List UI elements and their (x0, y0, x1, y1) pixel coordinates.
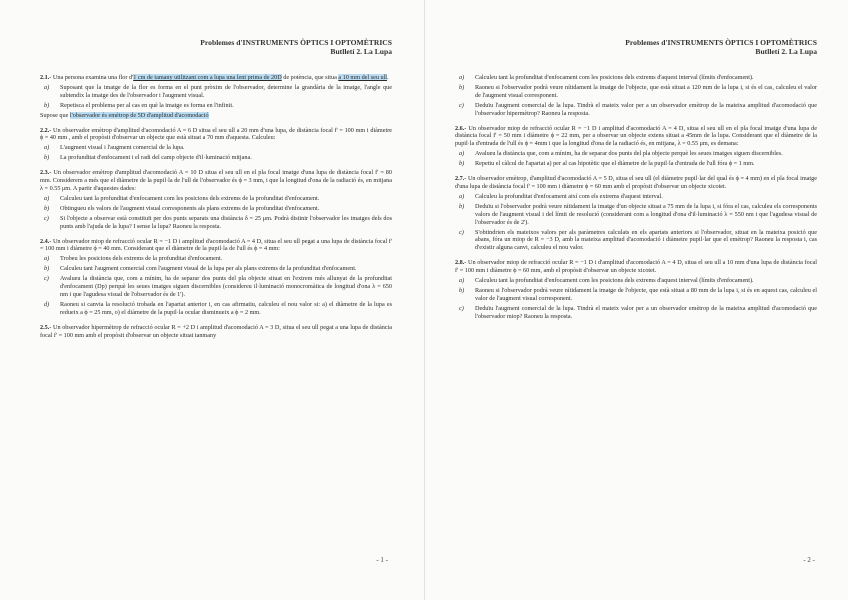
problem-item (455, 203, 817, 227)
item-label: b) (44, 154, 50, 162)
problem-number: 2.3.- (40, 169, 52, 177)
problem-item (455, 305, 817, 321)
page-header (455, 38, 817, 56)
problem-statement (40, 74, 392, 82)
item-list (455, 150, 817, 168)
highlighted-text: 1 cm de tamany utilitzant com a lupa una lent prima de 20D (133, 74, 282, 81)
item-list (455, 193, 817, 252)
item-label: b) (44, 101, 50, 109)
item-text: Calculeu tant la profunditat d'enfocament com les posicions dels extrems d'aquest interval (límits d'enfocament). (475, 74, 754, 81)
item-list (40, 255, 392, 316)
item-text: Calculeu tant l'augment comercial com l'augment visual de la lupa per als plans extrems de la profunditat d'enfocament. (60, 265, 357, 273)
item-text: Raoneu si canvia la resolució trobada en l'apartat anterior i, en cas afirmatiu, calculeu el nou valor si: a) el diàmetre de la lupa es redueix a ϕ = 25 mm, o) el diàmetre de la pupil·la ocular disminueix a ϕ = 2 mm. (60, 300, 392, 316)
item-label: c) (459, 228, 464, 236)
item-label: a) (459, 192, 465, 200)
problem-number: 2.5.- (40, 323, 52, 331)
text-run: Un observador hipermètrop de refracció ocular R = +2 D i amplitud d'acomodació A = 3 D, situa el seu ull pegat a una lupa de distància focal f' = 100 mm amb el propòsit d'observar un objecte situat tanmany (40, 323, 392, 339)
problem-item (40, 215, 392, 231)
item-label: a) (459, 74, 465, 81)
problem-number: 2.1.- (40, 74, 52, 81)
item-text: S'obtindrien els mateixos valors per als paràmetres calculats en els apartats anteriors si l'observador, situat en la mateixa posició que abans, fóra un miop de R = −3 D, amb la mateixa amplitud d'acomodació i diàmetre pupil·lar que el emètrop? Raoneu la resposta i, cas d'existir alguna canvi, calculeu el nou valor. (475, 228, 817, 252)
header-subtitle: Butlletí 2. La Lupa (755, 47, 817, 56)
item-text: Si l'objecte a observar està constituït per dos punts separats una distància δ = 25 μm. Podrà distinir l'observador les imatges dels dos punts amb l'ajuda de la lupa? I sense la lupa? Raoneu la resposta. (60, 214, 392, 230)
item-label: b) (459, 202, 465, 210)
text-run: . (387, 74, 389, 81)
page-right-content (455, 38, 817, 328)
item-list (40, 144, 392, 162)
problem-24 (40, 238, 392, 317)
item-text: Trobeu les posicions dels extrems de la profunditat d'enfocament. (60, 255, 223, 263)
problem-item (40, 102, 392, 110)
problem-item (40, 255, 392, 263)
problem-number: 2.7.- (455, 175, 467, 183)
problem-item (40, 205, 392, 213)
problem-25 (40, 324, 392, 340)
item-label: a) (44, 194, 50, 202)
problem-item (455, 193, 817, 201)
problem-item (455, 102, 817, 118)
problem-21 (40, 74, 392, 120)
item-label: a) (44, 255, 50, 263)
item-label: a) (44, 144, 50, 152)
problem-item (40, 275, 392, 299)
problem-number: 2.2.- (40, 126, 52, 134)
item-label: c) (459, 101, 464, 109)
item-text: Deduïu l'augment comercial de la lupa. Tindrà el mateix valor per a un observador emètrop de la mateixa amplitud d'acomodació que l'observador miop? Raoneu la resposta. (475, 304, 817, 320)
problem-item (455, 287, 817, 303)
item-text: La profunditat d'enfocament i el radi del camp objecte d'il·luminació mitjana. (60, 154, 252, 162)
problem-item (455, 277, 817, 285)
item-text: Deduïu si l'observador podrà veure nítidament la imatge d'un objecte situat a 75 mm de la lupa i, si fóra el cas, calculeu els corresponents valors de l'augment visual i del límit de resolució (considerant com a longitud d'ona d'il·luminació λ = 550 nm i que l'agudesa visual de l'observador és de 2'). (475, 202, 817, 226)
page-right (424, 0, 848, 600)
item-label: d) (44, 300, 50, 308)
text-run: Un observador miop de refracció ocular R = −1 D i amplitud d'acomodació A = 4 D, situa el seu ull en el pla focal imatge d'una lupa de distància focal f' = 50 mm i diàmetre ϕ = 22 mm, per a observar un objecte extens situat a 45mm de la lupa. Considerant que el diàmetre de la pupil·la d'entrada de l'ull és ϕ = 4mm i que la longitud d'ona de la radiació és, en mitjana, λ = 0.55 μm, es demana: (455, 124, 817, 148)
item-label: b) (459, 83, 465, 91)
problem-item (40, 154, 392, 162)
problem-statement (455, 175, 817, 191)
item-text: Calculeu la profunditat d'enfocament així com els extrems d'aquest interval. (475, 192, 663, 200)
problem-item (455, 150, 817, 158)
item-label: c) (44, 275, 49, 283)
item-text: Calculeu tant la profunditat d'enfocament com les posicions dels extrems de la profunditat d'enfocament. (60, 194, 320, 202)
problem-item (40, 195, 392, 203)
problem-23 (40, 169, 392, 230)
item-list (40, 195, 392, 231)
item-list (455, 74, 817, 118)
problem-item (40, 265, 392, 273)
header-title: Problemes d'INSTRUMENTS ÒPTICS I OPTOMÈTRICS (625, 38, 817, 47)
item-text: Raoneu si l'observador podrà veure nítidament la imatge de l'objecte, que està situat a 120 mm de la lupa i, si és el cas, calculeu el valor de l'augment visual corresponent. (475, 83, 817, 99)
item-label: b) (459, 160, 465, 168)
item-text: Suposant que la imatge de la flor es forma en el punt pròxim de l'observador, determine la grandària de la imatge, l'angle que subtendix la imatge des de l'observador i l'augment visual. (60, 83, 392, 99)
item-text: Repetisca el problema per al cas en què la imatge es forma en l'infinit. (60, 101, 234, 109)
item-label: b) (459, 286, 465, 294)
item-text: Avalueu la distància que, com a mínim, ha de separar dos punts del pla objecte situat en l'extrem més allunyat de la profunditat d'enfocament (Dp) perquè les seues imatges siguen discernibles (considereu il·luminació monocromàtica de longitud d'ona λ = 650 nm i que l'agudesa visual de l'observador és de 1'). (60, 275, 392, 298)
problem-statement (40, 169, 392, 193)
text-run: Un observador miop de refracció ocular R = −1 D i amplitud d'acomodació A = 4 D, situa el seu ull pegat a una lupa de distància focal f' = 100 mm i diàmetre ϕ = 40 mm. Considerant que el diàmetre de la pupil·la de l'ull és ϕ = 4 mm: (40, 237, 392, 253)
text-run: Supose que (40, 111, 70, 119)
problem-list (40, 74, 392, 339)
problem-number: 2.6.- (455, 124, 467, 132)
problem-list (455, 125, 817, 321)
problem-22 (40, 127, 392, 163)
item-text: Raoneu si l'observador podrà veure nítidament la imatge de l'objecte, que està situat a 80 mm de la lupa i, si és en aquest cas, calculeu el valor de l'augment visual corresponent. (475, 286, 817, 302)
problem-statement (40, 324, 392, 340)
page-header (40, 38, 392, 56)
item-text: Deduïu l'augment comercial de la lupa. Tindrà el mateix valor per a un observador emètrop de la mateixa amplitud d'acomodació que l'observador hipermètrop? Raoneu la resposta. (475, 101, 817, 117)
item-text: L'augment visual i l'augment comercial de la lupa. (60, 144, 185, 152)
problem-item (455, 229, 817, 253)
problem-26 (455, 125, 817, 169)
problem-statement (40, 127, 392, 143)
item-label: b) (44, 265, 50, 273)
problem-number: 2.8.- (455, 259, 467, 267)
item-text: Repetiu el càlcul de l'apartat a) per al cas hipotètic que el diàmetre de la pupil·la d'entrada de l'ull fóra ϕ = 1 mm. (475, 160, 755, 168)
page-number: - 2 - (803, 556, 815, 564)
item-text: Avalueu la distància que, com a mínim, ha de separar dos punts del pla objecte perquè les seues imatges siguen discernibles. (475, 150, 783, 158)
page-number: - 1 - (376, 556, 388, 564)
problem-statement (455, 259, 817, 275)
problem-item (455, 160, 817, 168)
text-run: de potència, que situa (281, 74, 339, 81)
item-list (455, 277, 817, 321)
item-text: Obtingueu els valors de l'augment visual corresponents als plans extrems de la profunditat d'enfocament. (60, 204, 320, 212)
item-label: c) (44, 214, 49, 222)
text-run: Un observador emètrop, d'amplitud d'acomodació A = 5 D, situa el seu ull (el diàmetre pupil·lar del qual és ϕ = 4 mm) en el pla focal imatge d'una lupa de distància focal f' = 100 mm i diàmetre ϕ = 60 mm amb el propòsit d'observar un objecte xicotet. (455, 175, 817, 190)
page-left-content (40, 38, 392, 346)
highlighted-text: l'observador és emètrop de 5D d'amplitud d'acomodació (69, 111, 209, 119)
item-label: a) (459, 150, 465, 158)
problem-item (455, 74, 817, 82)
item-list (40, 84, 392, 110)
text-run: Una persona examina una flor d' (51, 74, 134, 81)
problem-item (40, 144, 392, 152)
header-title: Problemes d'INSTRUMENTS ÒPTICS I OPTOMÈTRICS (200, 38, 392, 47)
problem-number: 2.4.- (40, 237, 52, 245)
text-run: Un observador emètrop d'amplitud d'acomodació A = 6 D situa el seu ull a 20 mm d'una lupa, de distància focal f' = 100 mm i diàmetre ϕ = 40 mm , amb el propòsit d'observar un objecte que està situat a 70 mm d'aquesta. Calculeu: (40, 126, 392, 142)
header-subtitle: Butlletí 2. La Lupa (330, 47, 392, 56)
item-label: b) (44, 204, 50, 212)
highlighted-text: a 10 mm del seu ull (338, 74, 388, 81)
item-label: a) (459, 277, 465, 285)
problem-28 (455, 259, 817, 320)
problem-statement (40, 238, 392, 254)
problem-item (40, 84, 392, 100)
item-label: a) (44, 83, 50, 91)
text-run: Un observador emètrop d'amplitud d'acomodació A = 10 D situa el seu ull en el pla focal imatge d'una lupa de distància focal f' = 80 mm. Considerem a més que el diàmetre de la pupil·la de l'ull de l'observador és ϕ = 3 mm, i que la longitud d'ona de la radiació és, en mitjana λ = 0.55 μm. A partir d'aquestes dades: (40, 169, 392, 192)
problem-item (40, 301, 392, 317)
problem-statement (455, 125, 817, 149)
problem-continuation (455, 74, 817, 118)
problem-27 (455, 175, 817, 252)
text-run: Un observador miop de refracció ocular R = −1 D i d'amplitud d'acomodació A = 4 D, situa el seu ull a 10 mm d'una lupa de distància focal f' = 100 mm i diàmetre ϕ = 60 mm, amb el propòsit d'observar un objecte xicotet. (455, 259, 817, 275)
problem-note (40, 112, 392, 120)
problem-item (455, 84, 817, 100)
item-label: c) (459, 304, 464, 312)
item-text: Calculeu tant la profunditat d'enfocament com les posicions dels extrems d'aquest interval (límits d'enfocament). (475, 277, 754, 285)
